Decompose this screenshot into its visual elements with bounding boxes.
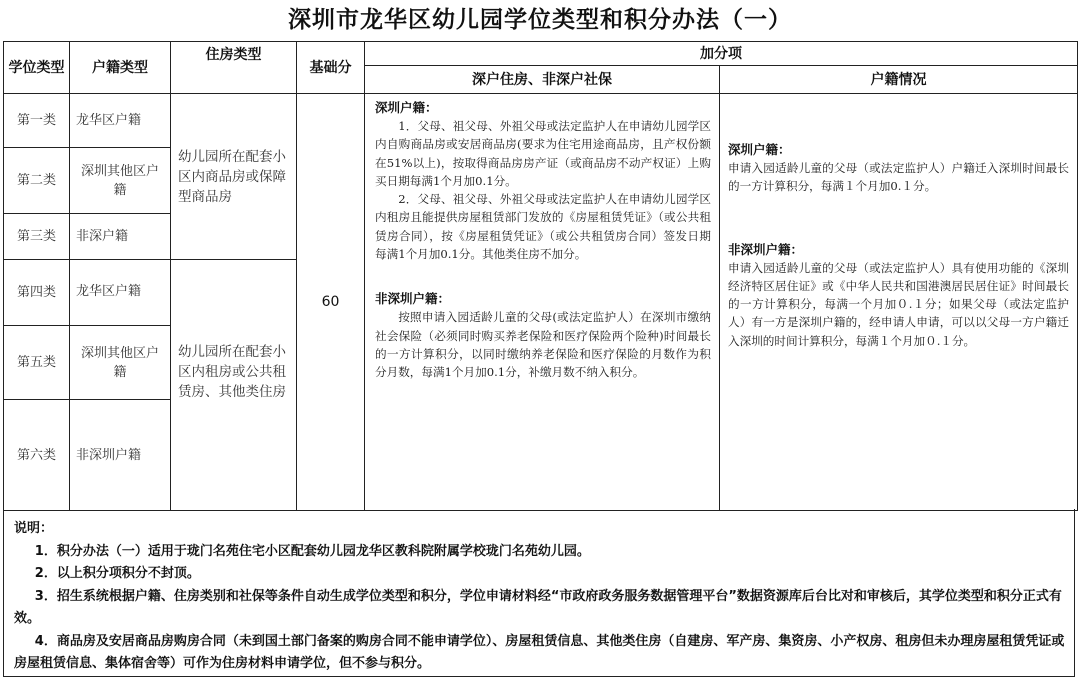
housing-group-1: 幼儿园所在配套小区内商品房或保障型商品房 bbox=[171, 94, 297, 260]
notes-section bbox=[3, 509, 1075, 677]
housing-group-2: 幼儿园所在配套小区内租房或公共租赁房、其他类住房 bbox=[171, 260, 297, 511]
non-shenzhen-hukou-label-2: 非深圳户籍： bbox=[728, 241, 804, 257]
shenzhen-hukou-label-2: 深圳户籍： bbox=[728, 142, 791, 157]
bonus-hukou-cell bbox=[720, 94, 1078, 511]
header-hukou-type: 户籍类型 bbox=[70, 42, 171, 94]
shenzhen-housing-item-1: 1．父母、祖父母、外祖父母或法定监护人在申请幼儿园学区内自购商品房或安居商品房(要求为住宅用途商品房，且产权份额在51%以上)，按取得商品房房产证（或商品房不动产权证）上购买日期每满1个月加0.1分。 bbox=[375, 119, 711, 188]
row-hukou: 深圳其他区户籍 bbox=[70, 326, 171, 400]
row-category: 第三类 bbox=[4, 214, 70, 260]
shenzhen-hukou-text: 申请入园适龄儿童的父母（或法定监护人）户籍迁入深圳时间最长的一方计算积分，每满１个月加0.１分。 bbox=[728, 161, 1069, 194]
row-category: 第六类 bbox=[4, 400, 70, 511]
row-category: 第五类 bbox=[4, 326, 70, 400]
non-shenzhen-social-security-text: 按照申请入园适龄儿童的父母(或法定监护人）在深圳市缴纳社会保险（必须同时购买养老保险和医疗保险两个险种)时间最长的一方计算积分，以同时缴纳养老保险和医疗保险的月数作为积分月数，每满1个月加0.1分，补缴月数不纳入积分。 bbox=[375, 310, 711, 380]
header-housing-type: 住房类型 bbox=[171, 42, 297, 94]
note-item: 2．以上积分项积分不封顶。 bbox=[34, 566, 200, 581]
page-title: 深圳市龙华区幼儿园学位类型和积分办法（一） bbox=[288, 7, 792, 33]
scoring-table bbox=[3, 41, 1078, 511]
note-item: 3．招生系统根据户籍、住房类别和社保等条件自动生成学位类型和积分，学位申请材料经“市政府政务服务数据管理平台”数据资源库后台比对和审核后，其学位类型和积分正式有效。 bbox=[14, 588, 1062, 626]
header-base-score: 基础分 bbox=[297, 42, 365, 94]
note-item: 1．积分办法（一）适用于珑门名苑住宅小区配套幼儿园龙华区教科院附属学校珑门名苑幼儿园。 bbox=[34, 543, 590, 559]
row-category: 第二类 bbox=[4, 148, 70, 214]
notes-label: 说明： bbox=[14, 521, 54, 536]
non-shenzhen-hukou-text: 申请入园适龄儿童的父母（或法定监护人）具有使用功能的《深圳经济特区居住证》或《中华人民共和国港澳居民居住证》时间最长的一方计算积分，每满一个月加０.１分；如果父母（或法定监护人）有一方是深圳户籍的，经申请人申请，可以以父母一方户籍迁入深圳的时间计算积分，每满１个月加０.１分。 bbox=[728, 260, 1069, 348]
header-bonus: 加分项 bbox=[365, 42, 1078, 66]
header-category: 学位类型 bbox=[4, 42, 70, 94]
row-category: 第一类 bbox=[4, 94, 70, 148]
bonus-housing-cell bbox=[365, 94, 720, 511]
row-hukou: 龙华区户籍 bbox=[70, 260, 171, 326]
shenzhen-hukou-label: 深圳户籍： bbox=[375, 100, 438, 115]
row-hukou: 龙华区户籍 bbox=[70, 94, 171, 148]
row-hukou: 非深圳户籍 bbox=[70, 400, 171, 511]
non-shenzhen-hukou-label: 非深圳户籍： bbox=[375, 291, 451, 307]
row-hukou: 非深户籍 bbox=[70, 214, 171, 260]
header-bonus-hukou: 户籍情况 bbox=[720, 66, 1078, 94]
shenzhen-housing-item-2: 2．父母、祖父母、外祖父母或法定监护人在申请幼儿园学区内租房且能提供房屋租赁部门发放的《房屋租赁凭证》（或公共租赁房合同），按《房屋租赁凭证》（或公共租赁房合同）签发日期每满1个月加0.1分。其他类住房不加分。 bbox=[375, 192, 711, 262]
header-bonus-housing: 深户住房、非深户社保 bbox=[365, 66, 720, 94]
base-score: 60 bbox=[297, 94, 365, 511]
row-hukou: 深圳其他区户籍 bbox=[70, 148, 171, 214]
row-category: 第四类 bbox=[4, 260, 70, 326]
note-item: 4．商品房及安居商品房购房合同（未到国土部门备案的购房合同不能申请学位）、房屋租赁信息、其他类住房（自建房、军产房、集资房、小产权房、租房但未办理房屋租赁凭证或房屋租赁信息、集体宿舍等）可作为住房材料申请学位，但不参与积分。 bbox=[14, 633, 1065, 671]
